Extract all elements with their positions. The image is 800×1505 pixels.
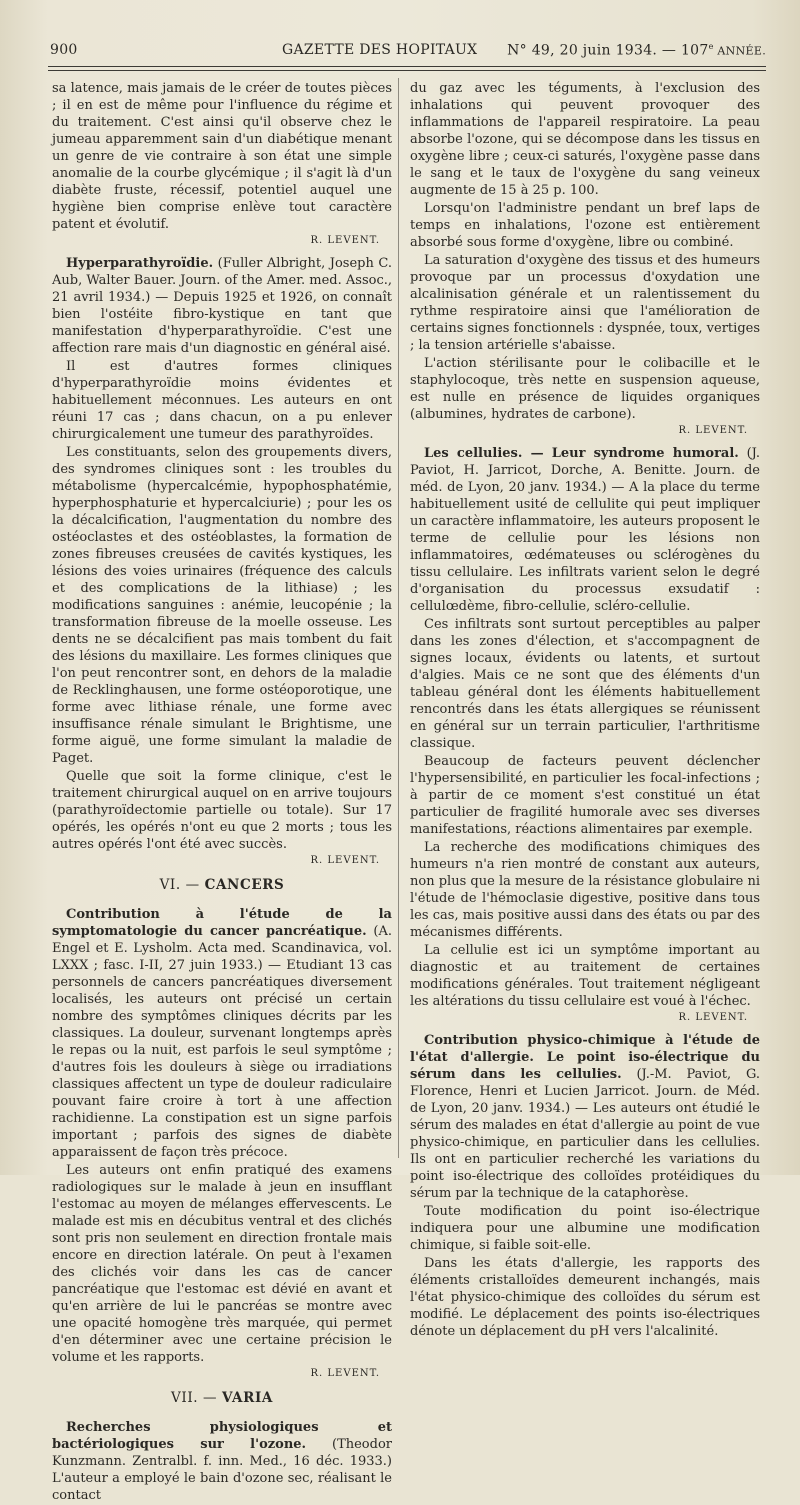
article-hyperparathyroidie bbox=[52, 255, 392, 357]
article-title: Les cellulies. — Leur syndrome humoral. bbox=[424, 446, 739, 461]
section-number: VI. — bbox=[159, 877, 205, 893]
section-heading-cancers bbox=[52, 876, 392, 894]
paragraph: du gaz avec les téguments, à l'exclusion des inhalations qui peuvent provoquer des inflammations de l'appareil respiratoire. La peau absorbe l'ozone, qui se décompose dans les tissus en oxygène libre ; ceux-ci saturés, l'oxygène passe dans le sang et le taux de l'oxygène du sang veineux augmente de 15 à 25 p. 100. bbox=[410, 81, 760, 198]
article-reference: (Theodor Kunzmann. Zentralbl. f. inn. Med., 16 déc. 1933.) L'auteur a employé le bain d'ozone sec, réalisant le contact bbox=[52, 1437, 392, 1503]
issue-sup: e bbox=[708, 42, 714, 51]
issue-info bbox=[507, 42, 766, 59]
article-cellulies bbox=[410, 445, 760, 615]
paragraph: La recherche des modifications chimiques des humeurs n'a rien montré de constant aux auteurs, non plus que la mesure de la résistance globulaire ni l'étude de l'hémoclasie digestive, positive dans tous les cas, mais positive aussi dans des états ou par des mécanismes différents. bbox=[410, 840, 760, 940]
article-title: Recherches physiologiques et bactériologiques sur l'ozone. bbox=[52, 1420, 392, 1452]
author-signature: R. LEVENT. bbox=[678, 425, 748, 436]
paragraph: L'action stérilisante pour le colibacille et le staphylocoque, très nette en suspension aqueuse, est nulle en présence de liquides organiques (albumines, hydrates de carbone). bbox=[410, 356, 760, 422]
article-reference: (J. Paviot, H. Jarricot, Dorche, A. Benitte. Journ. de méd. de Lyon, 20 janv. 1934.) — A la place du terme habituellement usité de cellulite qui peut impliquer un caractère inflammatoire, les auteurs proposent le terme de cellulie pour les lésions non inflammatoires, œdémateuses ou sclérogènes du tissu cellulaire. Les infiltrats varient selon le degré d'organisation du processus exsudatif : cellulœdème, fibro-cellulie, scléro-cellulie. bbox=[410, 446, 760, 614]
paragraph: sa latence, mais jamais de le créer de toutes pièces ; il en est de même pour l'influence du régime et du traitement. C'est ainsi qu'il observe chez le jumeau apparemment sain d'un diabétique menant un genre de vie contraire à son état une simple anomalie de la courbe glycémique ; il s'agit là d'un diabète fruste, récessif, potentiel auquel une hygiène bien comprise enlève tout caractère patent et évolutif. bbox=[52, 81, 392, 232]
issue-date: N° 49, 20 juin 1934. — 107 bbox=[507, 42, 709, 59]
paragraph: Beaucoup de facteurs peuvent déclencher l'hypersensibilité, en particulier les focal-infections ; à partir de ce moment s'est constitué un état particulier de fragilité humorale avec ses diverses manifestations, réactions alimentaires par exemple. bbox=[410, 754, 760, 837]
author-signature: R. LEVENT. bbox=[310, 235, 380, 246]
left-column bbox=[52, 80, 392, 1505]
paragraph: Ces infiltrats sont surtout perceptibles au palper dans les zones d'élection, et s'accompagnent de signes locaux, évidents ou latents, et surtout d'algies. Mais ce ne sont que des éléments d'un tableau général dont les éléments habituellement rencontrés dans les états allergiques se réunissent en général sur un terrain particulier, l'arthritisme classique. bbox=[410, 617, 760, 751]
article-ozone bbox=[52, 1419, 392, 1504]
page-number: 900 bbox=[50, 42, 78, 58]
section-name: CANCERS bbox=[204, 877, 285, 893]
article-title: Contribution physico-chimique à l'étude de l'état d'allergie. Le point iso-électrique du sérum dans les cellulies. bbox=[410, 1033, 760, 1082]
header-rule-top bbox=[48, 66, 766, 67]
article-reference: (Fuller Albright, Joseph C. Aub, Walter Bauer. Journ. of the Amer. med. Assoc., 21 avril 1934.) — Depuis 1925 et 1926, on connaît bien l'ostéite fibro-kystique en tant que manifestation d'hyperparathyroïdie. C'est une affection rare mais d'un diagnostic en général aisé. bbox=[52, 256, 392, 356]
paragraph: Les constituants, selon des groupements divers, des syndromes cliniques sont : les troubles du métabolisme (hypercalcémie, hypophosphatémie, hyperphosphaturie et hypercalciurie) ; pour les os la décalcification, l'augmentation du nombre des ostéoclastes et des ostéoblastes, la formation de zones fibreuses creusées de cavités kystiques, les lésions des voies urinaires (fréquence des calculs et des complications de la lithiase) ; les modifications sanguines : anémie, leucopénie ; la transformation fibreuse de la moelle osseuse. Les dents ne se décalcifient pas mais tombent du fait des lésions du maxillaire. Les formes cliniques que l'on peut rencontrer sont, en dehors de la maladie de Recklinghausen, une forme ostéoporotique, une forme avec lithiase rénale, une forme avec insuffisance rénale simulant le Brightisme, une forme aiguë, une forme simulant la maladie de Paget. bbox=[52, 445, 392, 766]
column-separator bbox=[398, 78, 399, 1158]
paragraph: Lorsqu'on l'administre pendant un bref laps de temps en inhalations, l'ozone est entièrement absorbé sous forme d'oxygène, libre ou combiné. bbox=[410, 201, 760, 250]
paragraph: Dans les états d'allergie, les rapports des éléments cristalloïdes demeurent inchangés, mais l'état physico-chimique des colloïdes du sérum est modifié. Le déplacement des points iso-électriques dénote un déplacement du pH vers l'alcalinité. bbox=[410, 1256, 760, 1339]
issue-year-label: ANNÉE. bbox=[713, 44, 766, 58]
author-signature: R. LEVENT. bbox=[678, 1012, 748, 1023]
section-heading-varia bbox=[52, 1389, 392, 1407]
paragraph: Toute modification du point iso-électrique indiquera pour une albumine une modification chimique, si faible soit-elle. bbox=[410, 1204, 760, 1253]
article-reference: (J.-M. Paviot, G. Florence, Henri et Lucien Jarricot. Journ. de Méd. de Lyon, 20 janv. 1934.) — Les auteurs ont étudié le sérum des malades en état d'allergie au point de vue physico-chimique, en particulier dans les cellulies. Ils ont en particulier recherché les variations du point iso-électrique des colloïdes protéidiques du sérum par la technique de la cataphorèse. bbox=[410, 1067, 760, 1201]
paragraph: Il est d'autres formes cliniques d'hyperparathyroïdie moins évidentes et habituellement méconnues. Les auteurs en ont réuni 17 cas ; dans chacun, on a pu enlever chirurgicalement une tumeur des parathyroïdes. bbox=[52, 359, 392, 442]
section-name: VARIA bbox=[222, 1390, 273, 1406]
article-title: Hyperparathyroïdie. bbox=[66, 256, 214, 271]
article-title: Contribution à l'étude de la symptomatologie du cancer pancréatique. bbox=[52, 907, 392, 939]
paragraph: Quelle que soit la forme clinique, c'est le traitement chirurgical auquel on en arrive toujours (parathyroïdectomie partielle ou totale). Sur 17 opérés, les opérés n'ont eu que 2 morts ; tous les autres opérés l'ont été avec succès. bbox=[52, 769, 392, 852]
journal-title: GAZETTE DES HOPITAUX bbox=[282, 42, 478, 58]
article-reference: (A. Engel et E. Lysholm. Acta med. Scandinavica, vol. LXXX ; fasc. I-II, 27 juin 1933.) — Etudiant 13 cas personnels de cancers pancréatiques diversement localisés, les auteurs ont précisé un certain nombre des symptômes cliniques décrits par les classiques. La douleur, survenant longtemps après le repas ou la nuit, est parfois le seul symptôme ; d'autres fois les douleurs à siège ou irradiations classiques affectent un type de douleur radiculaire pouvant faire croire à tort à une affection rachidienne. La constipation est un signe parfois important ; parfois des signes de diabète apparaissent de façon très précoce. bbox=[52, 924, 392, 1160]
paragraph: Les auteurs ont enfin pratiqué des examens radiologiques sur le malade à jeun en insufflant l'estomac au moyen de mélanges effervescents. Le malade est mis en décubitus ventral et des clichés sont pris non seulement en direction frontale mais encore en direction latérale. On peut à l'examen des clichés voir dans les cas de cancer pancréatique que l'estomac est dévié en avant et qu'en arrière de lui le pancréas se montre avec une opacité homogène très marquée, qui permet d'en déterminer avec une certaine précision le volume et les rapports. bbox=[52, 1163, 392, 1365]
author-signature: R. LEVENT. bbox=[310, 855, 380, 866]
paragraph: La cellulie est ici un symptôme important au diagnostic et au traitement de certaines modifications générales. Tout traitement négligeant les altérations du tissu cellulaire est voué à l'échec. bbox=[410, 943, 760, 1009]
author-signature: R. LEVENT. bbox=[310, 1368, 380, 1379]
section-number: VII. — bbox=[171, 1390, 223, 1406]
paragraph: La saturation d'oxygène des tissus et des humeurs provoque par un processus d'oxydation une alcalinisation générale et un ralentissement du rythme respiratoire ainsi que l'amélioration de certains signes fonctionnels : dyspnée, toux, vertiges ; la tension artérielle s'abaisse. bbox=[410, 253, 760, 353]
page-header bbox=[50, 38, 766, 62]
right-column bbox=[410, 80, 760, 1341]
article-cancer-pancreatique bbox=[52, 906, 392, 1161]
article-allergie bbox=[410, 1032, 760, 1202]
header-rule-bottom bbox=[48, 70, 766, 71]
